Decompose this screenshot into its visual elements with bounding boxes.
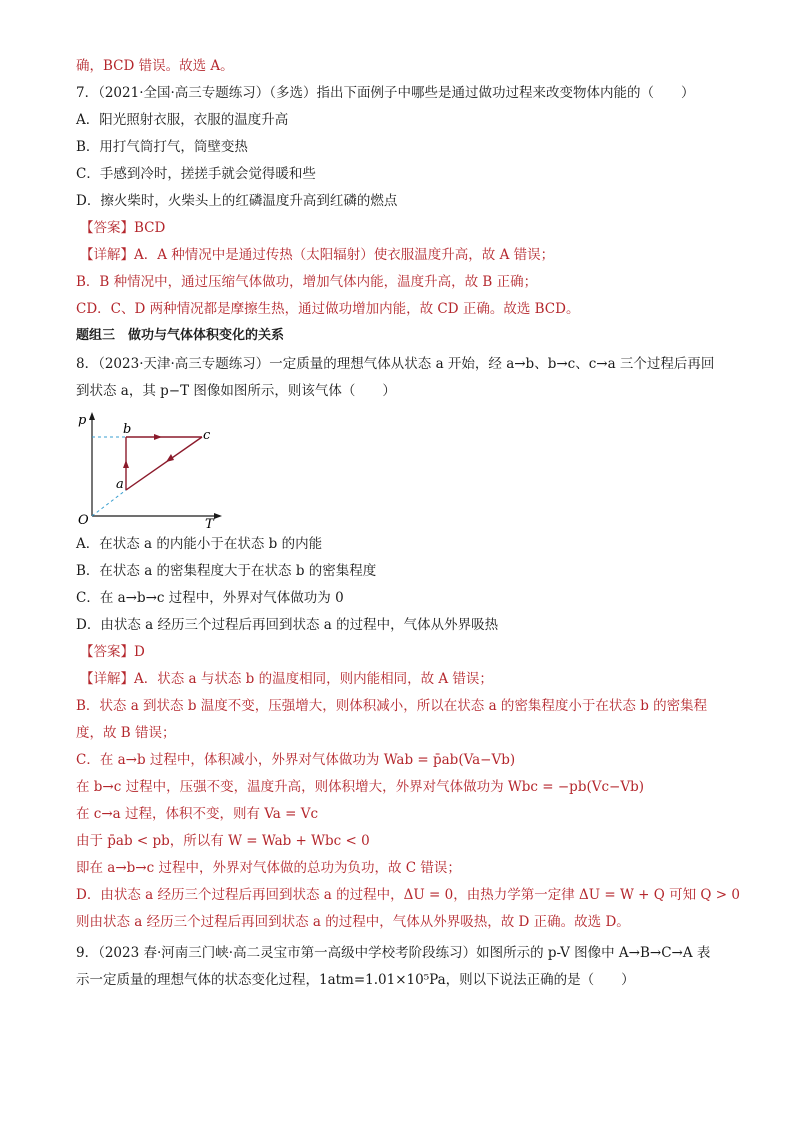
section-heading: 题组三 做功与气体体积变化的关系: [76, 328, 285, 343]
p-t-diagram: [70, 408, 230, 530]
label-o: O: [78, 513, 89, 528]
arrow-ca: [166, 454, 174, 462]
question-7-stem: 7．（2021·全国·高三专题练习）（多选）指出下面例子中哪些是通过做功过程来改变物体内能的（ ）: [76, 85, 695, 101]
label-t: T: [205, 517, 214, 530]
t-axis-arrow: [214, 513, 222, 519]
q7-explain-1: 【详解】A．A 种情况中是通过传热（太阳辐射）使衣服温度升高，故 A 错误；: [80, 247, 555, 263]
q8-explain-1: 【详解】A．状态 a 与状态 b 的温度相同，则内能相同，故 A 错误；: [80, 671, 493, 687]
label-a: a: [116, 477, 124, 492]
q7-answer: 【答案】BCD: [80, 220, 166, 236]
segment-ca: [126, 437, 202, 490]
label-c: c: [203, 428, 211, 443]
q8-option-b: B．在状态 a 的密集程度大于在状态 b 的密集程度: [76, 563, 377, 579]
q8-explain-8: 即在 a→b→c 过程中，外界对气体做的总功为负功，故 C 错误；: [76, 860, 461, 876]
arrow-ab: [123, 460, 129, 468]
question-9-stem-2: 示一定质量的理想气体的状态变化过程，1atm=1.01×10⁵Pa，则以下说法正确的是（ ）: [76, 972, 635, 988]
q8-explain-10: 则由状态 a 经历三个过程后再回到状态 a 的过程中，气体从外界吸热，故 D 正确。故选 D。: [76, 914, 630, 930]
q7-explain-3: CD．C、D 两种情况都是摩擦生热，通过做功增加内能，故 CD 正确。故选 BCD。: [76, 301, 580, 317]
q7-option-d: D．擦火柴时，火柴头上的红磷温度升高到红磷的燃点: [76, 193, 398, 209]
q8-explain-7: 由于 p̄ab < pb，所以有 W = Wab + Wbc < 0: [76, 833, 370, 849]
arrow-bc: [154, 434, 162, 440]
q7-option-b: B．用打气筒打气，筒壁变热: [76, 139, 248, 155]
q8-option-c: C．在 a→b→c 过程中，外界对气体做功为 0: [76, 590, 344, 606]
question-8-stem-2: 到状态 a，其 p−T 图像如图所示，则该气体（ ）: [76, 383, 396, 399]
p-axis-arrow: [89, 412, 95, 420]
label-b: b: [123, 422, 132, 437]
dash-origin: [92, 490, 126, 516]
q8-answer: 【答案】D: [80, 644, 145, 660]
q8-option-a: A．在状态 a 的内能小于在状态 b 的内能: [76, 536, 323, 552]
q8-explain-3: 度，故 B 错误；: [76, 725, 176, 741]
q8-explain-6: 在 c→a 过程，体积不变，则有 Va = Vc: [76, 806, 319, 822]
q8-explain-9: D．由状态 a 经历三个过程后再回到状态 a 的过程中，ΔU = 0，由热力学第一定律 ΔU = W + Q 可知 Q > 0: [76, 887, 740, 903]
previous-answer-tail: 确，BCD 错误。故选 A。: [76, 58, 234, 74]
question-9-stem-1: 9．（2023 春·河南三门峡·高二灵宝市第一高级中学校考阶段练习）如图所示的 p-V 图像中 A→B→C→A 表: [76, 945, 711, 961]
label-p: p: [78, 413, 87, 428]
q8-explain-5: 在 b→c 过程中，压强不变，温度升高，则体积增大，外界对气体做功为 Wbc = −pb(Vc−Vb): [76, 779, 645, 795]
q7-option-c: C．手感到冷时，搓搓手就会觉得暖和些: [76, 166, 316, 182]
q7-explain-2: B．B 种情况中，通过压缩气体做功，增加气体内能，温度升高，故 B 正确；: [76, 274, 538, 290]
question-8-stem-1: 8．（2023·天津·高三专题练习）一定质量的理想气体从状态 a 开始，经 a→b、b→c、c→a 三个过程后再回: [76, 356, 715, 372]
q8-option-d: D．由状态 a 经历三个过程后再回到状态 a 的过程中，气体从外界吸热: [76, 617, 499, 633]
q7-option-a: A．阳光照射衣服，衣服的温度升高: [76, 112, 289, 128]
q8-explain-2: B．状态 a 到状态 b 温度不变，压强增大，则体积减小，所以在状态 a 的密集程度小于在状态 b 的密集程: [76, 698, 708, 714]
q8-explain-4: C．在 a→b 过程中，体积减小，外界对气体做功为 Wab = p̄ab(Va−Vb): [76, 752, 516, 768]
